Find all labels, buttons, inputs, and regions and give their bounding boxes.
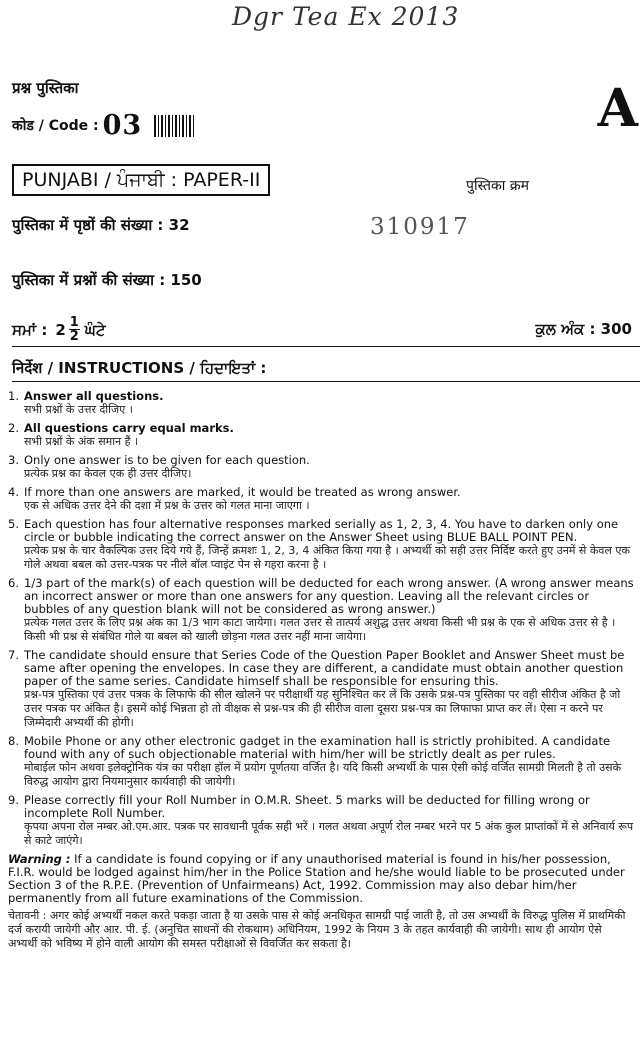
code-row xyxy=(12,110,196,141)
handwritten-note: Dgr Tea Ex 2013 xyxy=(232,2,460,31)
serial-number: 310917 xyxy=(370,214,470,240)
instruction-hi: सभी प्रश्नों के अंक समान हैं । xyxy=(24,435,139,448)
divider xyxy=(12,346,640,347)
instruction-en: Each question has four alternative responses marked serially as 1, 2, 3, 4. You have to darken only one circle or bubble indicating the correct answer on the Answer Sheet using BLUE BALL POINT PEN. xyxy=(24,517,619,544)
instructions-heading: निर्देश / INSTRUCTIONS / ਹਿਦਾਇਤਾਂ : xyxy=(12,359,267,377)
instruction-number: 1. xyxy=(8,389,19,403)
total-marks: ਕੁਲ ਅੰਕ : 300 xyxy=(535,320,632,338)
instruction-hi: कृपया अपना रोल नम्बर ओ.एम.आर. पत्रक पर सावधानी पूर्वक सही भरें । गलत अथवा अपूर्ण रोल नम्बर भरने पर 5 अंक कुल प्राप्तांकों में से अनिवार्य रूप से काटे जाएंगे। xyxy=(24,820,634,847)
time-numerator: 1 xyxy=(69,315,79,330)
instruction-number: 2. xyxy=(8,421,19,435)
instruction-item xyxy=(8,454,636,481)
serial-label: पुस्तिका क्रम xyxy=(466,178,529,194)
instruction-en: Answer all questions. xyxy=(24,389,164,403)
warning-label: Warning : xyxy=(8,852,71,866)
booklet-label: प्रश्न पुस्तिका xyxy=(12,79,79,97)
time-fraction xyxy=(69,316,80,343)
instruction-en: Mobile Phone or any other electronic gadget in the examination hall is strictly prohibited. A candidate found with any of such objectionable material with him/her will be strictly dealt as per rules. xyxy=(24,734,611,761)
instruction-item xyxy=(8,486,636,513)
instruction-number: 4. xyxy=(8,485,19,499)
instruction-en: Please correctly fill your Roll Number in O.M.R. Sheet. 5 marks will be deducted for filling wrong or incomplete Roll Number. xyxy=(24,793,590,820)
instruction-en: All questions carry equal marks. xyxy=(24,421,234,435)
instruction-en: 1/3 part of the mark(s) of each question will be deducted for each wrong answer. (A wrong answer means an incorrect answer or more than one answers for any question. Leaving all the relevant circles or bubbles of any question blank will not be considered as wrong answer.) xyxy=(24,576,634,616)
code-label: कोड / Code : xyxy=(12,118,99,134)
instruction-hi: एक से अधिक उत्तर देने की दशा में प्रश्न के उत्तर को गलत माना जाएगा । xyxy=(24,499,310,512)
instruction-number: 7. xyxy=(8,648,19,662)
instruction-hi: सभी प्रश्नों के उत्तर दीजिए । xyxy=(24,403,133,416)
instruction-number: 6. xyxy=(8,576,19,590)
warning-text: If a candidate is found copying or if any unauthorised material is found in his/her possession, F.I.R. would be lodged against him/her in the Police Station and he/she would liable to be prosecuted under Section 3 of the R.P.E. (Prevention of Unfairmeans) Act, 1992. Commission may also debar him/her permanently from all future examinations of the Commission. xyxy=(8,852,625,905)
pages-count: पुस्तिका में पृष्ठों की संख्या : 32 xyxy=(12,216,190,234)
instruction-hi: मोबाईल फोन अथवा इलेक्ट्रोनिक यंत्र का परीक्षा हॉल में प्रयोग पूर्णतया वर्जित है। यदि किसी अभ्यर्थी के पास ऐसी कोई वर्जित सामग्री मिलती है तो उसके विरुद्ध आयोग द्वारा नियमानुसार कार्यवाही की जायेगी। xyxy=(24,761,622,788)
instruction-item xyxy=(8,422,636,449)
instruction-en: Only one answer is to be given for each question. xyxy=(24,453,310,467)
time-label: ਸਮਾਂ : xyxy=(12,320,48,339)
instruction-hi: प्रत्येक प्रश्न के चार वैकल्पिक उत्तर दिये गये हैं, जिन्हें क्रमशः 1, 2, 3, 4 अंकित किया गया है । अभ्यर्थी को सही उत्तर निर्दिष्ट करते हुए उनमें से केवल एक गोले अथवा बबल को उत्तर-पत्रक पर नीले बॉल प्वाइंट पेन से गहरा करना है । xyxy=(24,544,630,571)
instruction-item xyxy=(8,735,636,789)
instruction-en: If more than one answers are marked, it would be treated as wrong answer. xyxy=(24,485,461,499)
instructions-list xyxy=(8,390,636,955)
instruction-item xyxy=(8,649,636,730)
instruction-hi: प्रत्येक गलत उत्तर के लिए प्रश्न अंक का 1/3 भाग काटा जायेगा। गलत उत्तर से तात्पर्य अशुद्ध उत्तर अथवा किसी भी प्रश्न के एक से अधिक उत्तर से है । किसी भी प्रश्न से संबंधित गोले या बबल को खाली छोड़ना गलत उत्तर नहीं माना जायेगा। xyxy=(24,616,616,643)
questions-count: पुस्तिका में प्रश्नों की संख्या : 150 xyxy=(12,271,202,289)
instruction-item xyxy=(8,518,636,572)
paper-title: PUNJABI / ਪੰਜਾਬੀ : PAPER-II xyxy=(12,164,270,196)
instruction-hi: प्रश्न-पत्र पुस्तिका एवं उत्तर पत्रक के लिफाफे की सील खोलने पर परीक्षार्थी यह सुनिश्चित कर लें कि उसके प्रश्न-पत्र पुस्तिका पर वही सीरीज अंकित है जो उत्तर पत्रक पर अंकित है। इसमें कोई भिन्नता हो तो वीक्षक से प्रश्न-पत्र की ही सीरीज वाला दूसरा प्रश्न-पत्र का लिफाफा प्राप्त कर लें। ऐसा न करने पर जिम्मेदारी अभ्यर्थी की होगी। xyxy=(24,688,621,729)
time-denominator: 2 xyxy=(69,329,79,344)
barcode-icon xyxy=(154,115,196,137)
divider xyxy=(12,381,640,382)
time-unit: ਘੰਟੇ xyxy=(84,320,106,339)
instruction-item xyxy=(8,794,636,848)
instruction-hi: प्रत्येक प्रश्न का केवल एक ही उत्तर दीजिए। xyxy=(24,467,192,480)
set-letter: A xyxy=(597,78,638,139)
instruction-number: 9. xyxy=(8,793,19,807)
instruction-item xyxy=(8,577,636,644)
time-allowed xyxy=(12,316,106,343)
instruction-item xyxy=(8,390,636,417)
instruction-number: 5. xyxy=(8,517,19,531)
warning-hi: चेतावनी : अगर कोई अभ्यर्थी नकल करते पकड़ा जाता है या उसके पास से कोई अनधिकृत सामग्री पाई जाती है, तो उस अभ्यर्थी के विरुद्ध पुलिस में प्राथमिकी दर्ज करायी जायेगी और आर. पी. ई. (अनुचित साधनों की रोकथाम) अधिनियम, 1992 के नियम 3 के तहत कार्यवाही की जायेगी। साथ ही आयोग ऐसे अभ्यर्थी को भविष्य में होने वाली आयोग की समस्त परीक्षाओं से विवर्जित कर सकता है। xyxy=(8,909,626,950)
warning-en xyxy=(8,853,632,905)
instruction-en: The candidate should ensure that Series Code of the Question Paper Booklet and Answer Sheet must be same after opening the envelopes. In case they are different, a candidate must obtain another question paper of the same series. Candidate himself shall be responsible for ensuring this. xyxy=(24,648,625,688)
code-value: 03 xyxy=(102,110,143,141)
instruction-number: 8. xyxy=(8,734,19,748)
time-whole: 2 xyxy=(55,320,66,339)
instruction-number: 3. xyxy=(8,453,19,467)
